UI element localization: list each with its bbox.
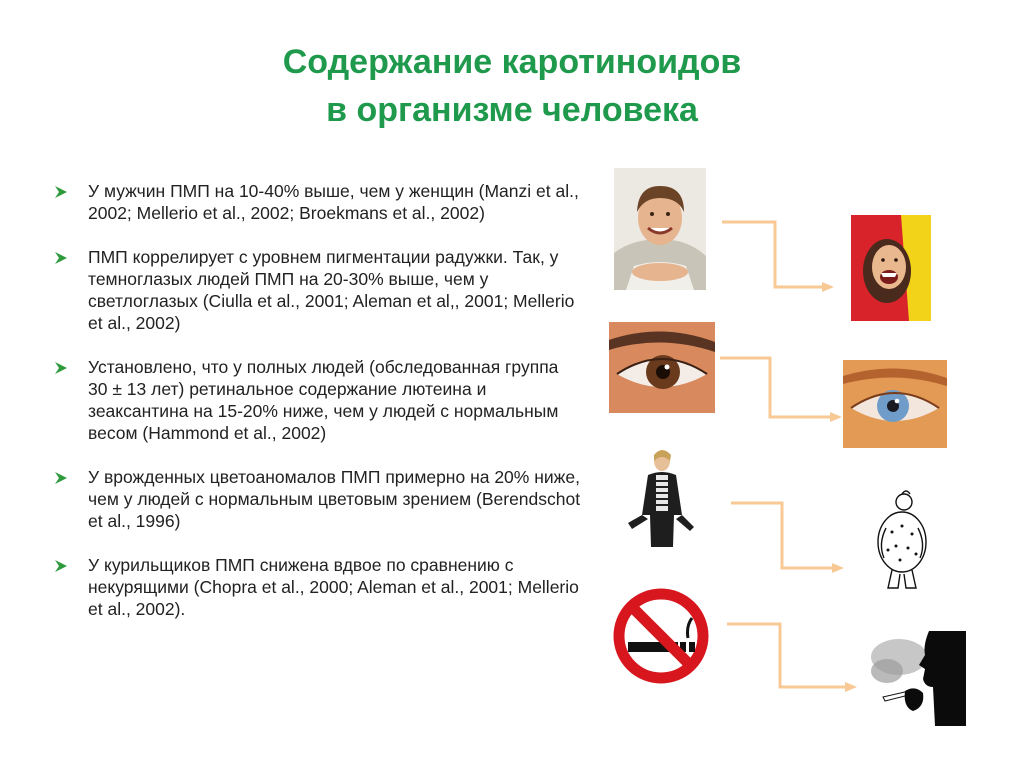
bullet-text: У курильщиков ПМП снижена вдвое по сравнению с некурящими (Chopra et al., 2000; Aleman et al., 2001; Mellerio et al., 2002). xyxy=(88,555,579,619)
photo-slim-woman xyxy=(618,445,706,557)
bullet-item xyxy=(52,246,582,334)
title-line-1: Содержание каротиноидов xyxy=(282,43,742,81)
bullet-text: Установлено, что у полных людей (обследованная группа 30 ± 13 лет) ретинальное содержание лютеина и зеаксантина на 15-20% ниже, чем у людей с нормальным весом (Hammond et al., 2002) xyxy=(88,357,559,443)
bullet-text: У врожденных цветоаномалов ПМП примерно на 20% ниже, чем у людей с нормальным цветовым зрением (Berendschot et al., 1996) xyxy=(88,467,581,531)
smoker-silhouette xyxy=(869,631,966,726)
photo-dark-eye xyxy=(609,322,715,413)
bullet-text: ПМП коррелирует с уровнем пигментации радужки. Так, у темноглазых людей ПМП на 20-30% выше, чем у светлоглазых (Ciulla et al., 2001; Aleman et al,, 2001; Mellerio et al., 2002) xyxy=(88,247,575,333)
bullet-arrow-icon xyxy=(52,184,70,200)
bullet-item xyxy=(52,466,582,532)
bullet-arrow-icon xyxy=(52,360,70,376)
slide-title xyxy=(0,38,1024,134)
bullet-item xyxy=(52,554,582,620)
bullet-arrow-icon xyxy=(52,470,70,486)
photo-man xyxy=(614,168,706,290)
bullet-list xyxy=(52,180,582,642)
no-smoking-sign xyxy=(606,586,716,686)
photo-woman xyxy=(851,215,931,321)
bullet-text: У мужчин ПМП на 10-40% выше, чем у женщин (Manzi et al., 2002; Mellerio et al., 2002; Broekmans et al., 2002) xyxy=(88,181,579,223)
photo-light-eye xyxy=(843,360,947,448)
bullet-arrow-icon xyxy=(52,250,70,266)
drawing-fat-person xyxy=(872,488,932,596)
title-line-2: в организме человека xyxy=(326,91,698,129)
bullet-item xyxy=(52,356,582,444)
bullet-arrow-icon xyxy=(52,558,70,574)
bullet-item xyxy=(52,180,582,224)
